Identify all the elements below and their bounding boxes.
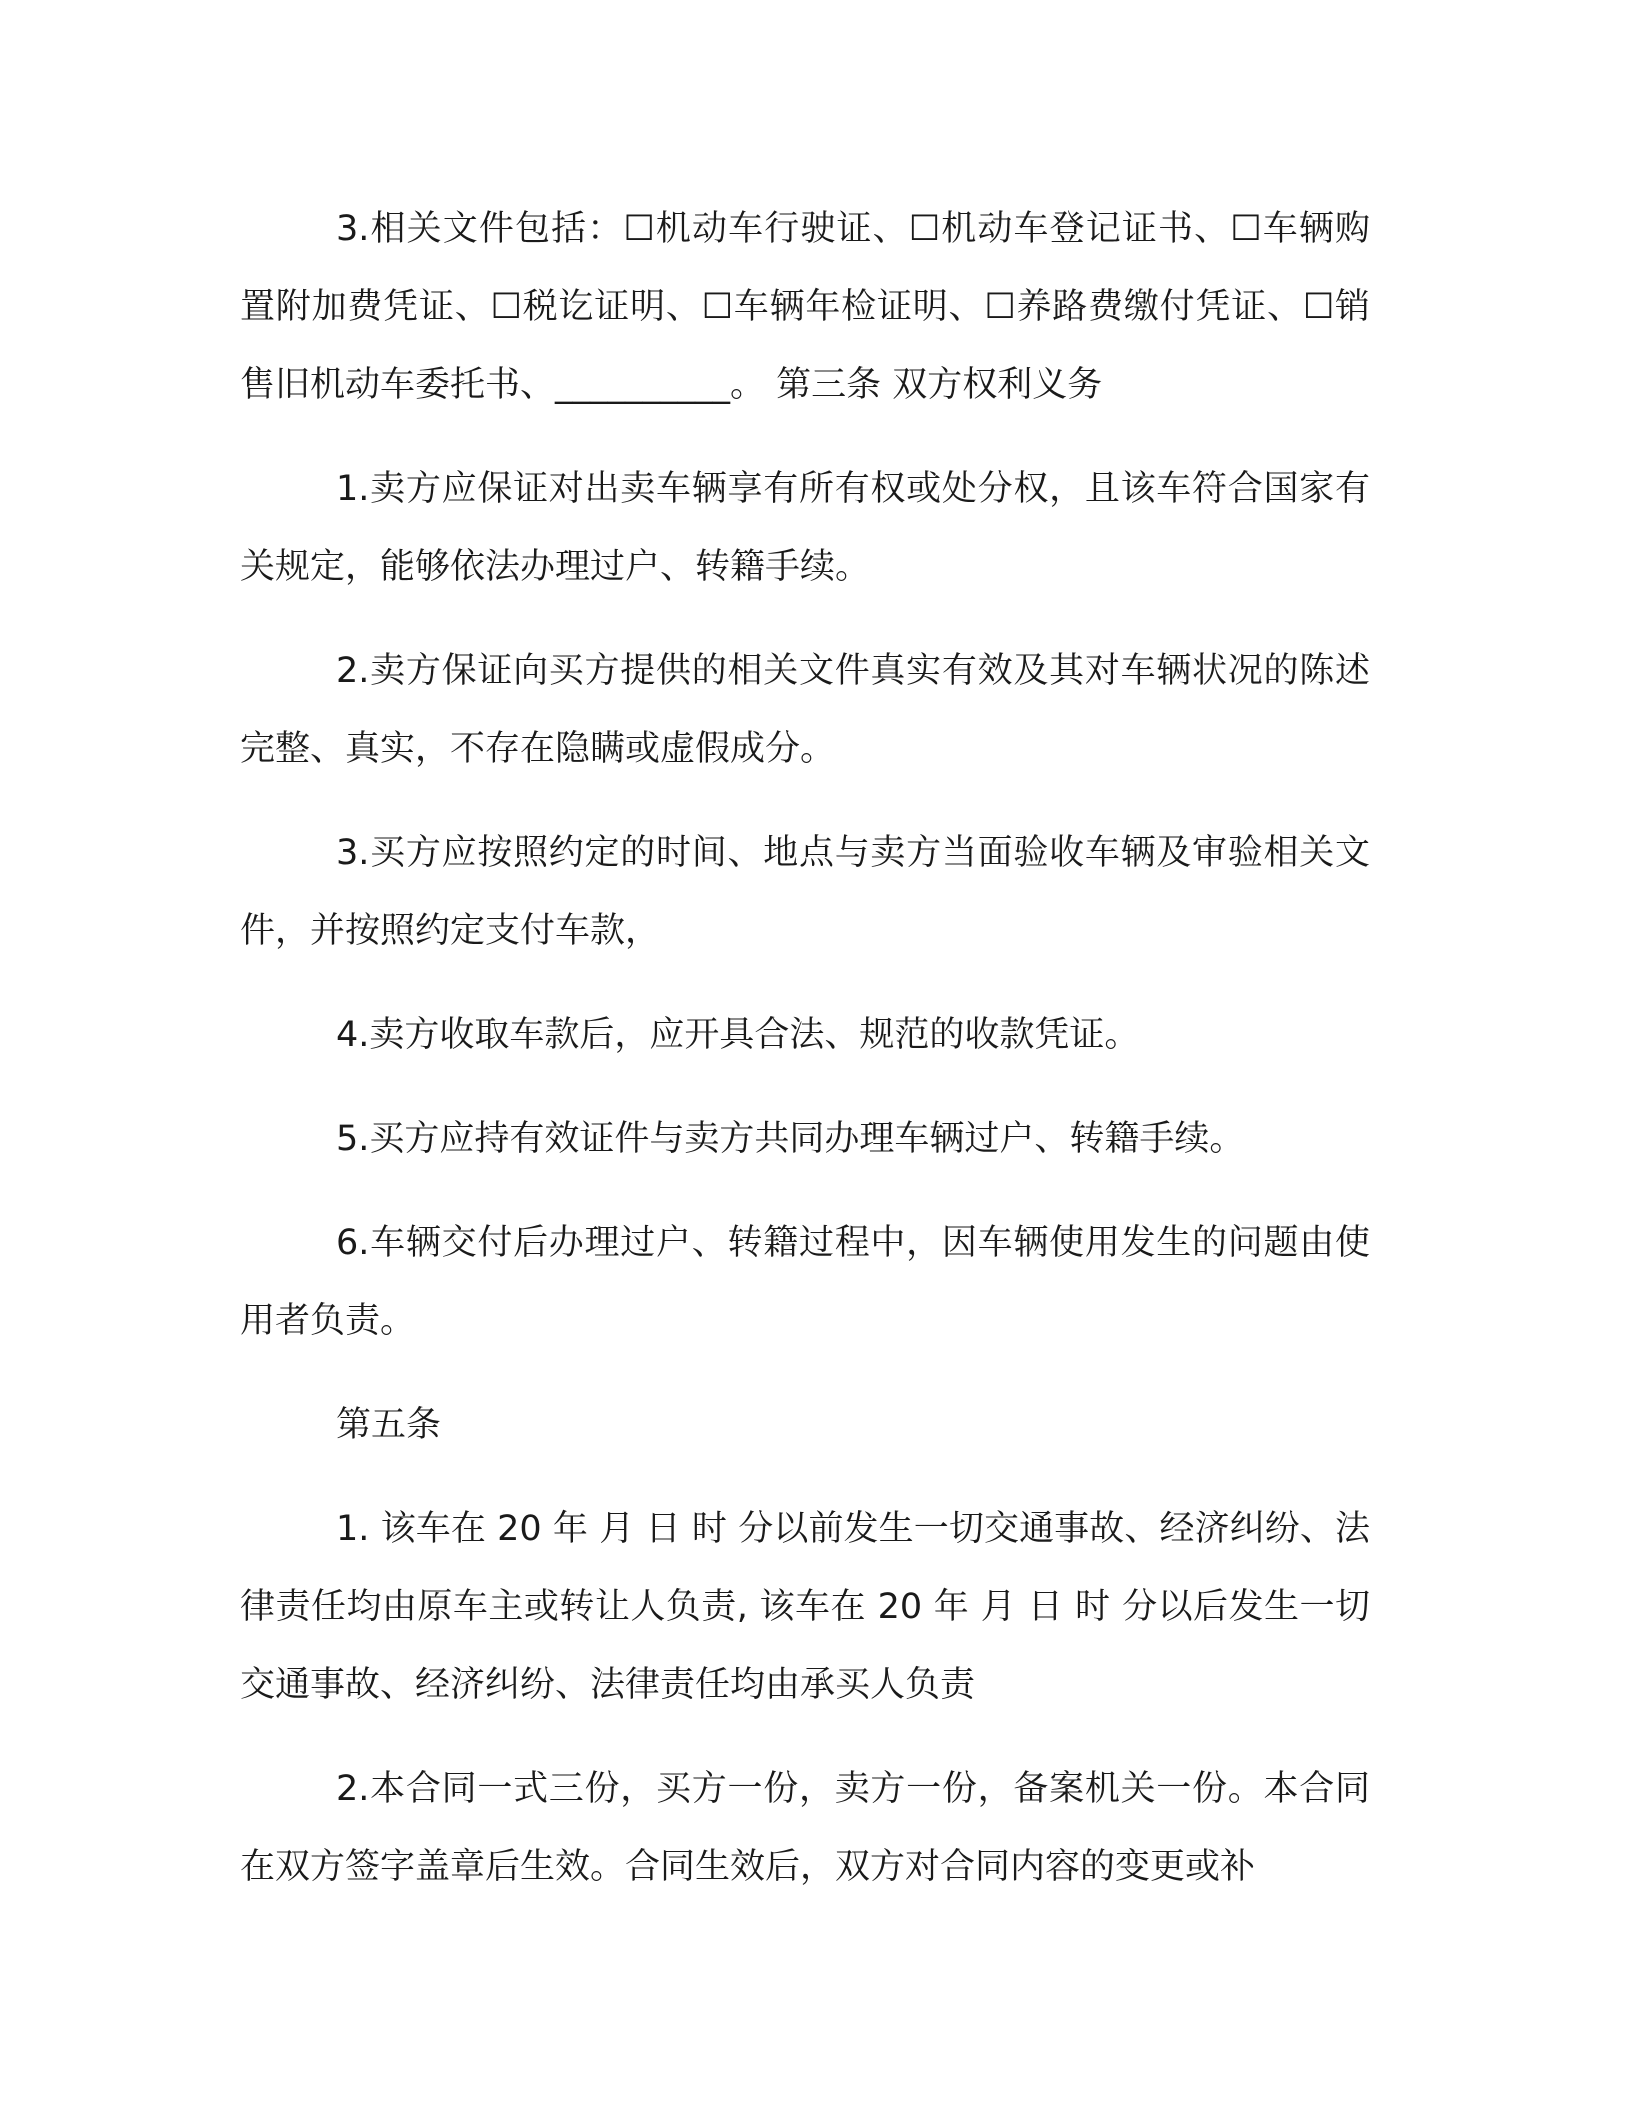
paragraph-text: 2.卖方保证向买方提供的相关文件真实有效及其对车辆状况的陈述完整、真实，不存在隐瞒或虚假成分。 <box>240 651 1370 769</box>
paragraph-text: 3.相关文件包括：☐机动车行驶证、☐机动车登记证书、☐车辆购置附加费凭证、☐税讫证明、☐车辆年检证明、☐养路费缴付凭证、☐销售旧机动车委托书、__________。 第三条 双方权利义务 <box>240 209 1370 405</box>
paragraph-seller-guarantee <box>240 632 1370 788</box>
paragraph-liability-dates <box>240 1490 1370 1724</box>
article-five-heading <box>240 1386 1370 1464</box>
paragraph-user-responsibility <box>240 1204 1370 1360</box>
paragraph-text: 1. 该车在 20 年 月 日 时 分以前发生一切交通事故、经济纠纷、法律责任均由原车主或转让人负责, 该车在 20 年 月 日 时 分以后发生一切交通事故、经济纠纷、法律责任均由承买人负责 <box>240 1509 1370 1705</box>
paragraph-transfer <box>240 1100 1370 1178</box>
paragraph-text: 4.卖方收取车款后，应开具合法、规范的收款凭证。 <box>336 1015 1140 1055</box>
paragraph-text: 3.买方应按照约定的时间、地点与卖方当面验收车辆及审验相关文件，并按照约定支付车款， <box>240 833 1370 951</box>
document-body <box>240 190 1370 1932</box>
paragraph-receipt <box>240 996 1370 1074</box>
paragraph-seller-ownership <box>240 450 1370 606</box>
paragraph-text: 5.买方应持有效证件与卖方共同办理车辆过户、转籍手续。 <box>336 1119 1245 1159</box>
heading-text: 第五条 <box>336 1405 442 1445</box>
paragraph-related-documents <box>240 190 1370 424</box>
paragraph-text: 6.车辆交付后办理过户、转籍过程中，因车辆使用发生的问题由使用者负责。 <box>240 1223 1370 1341</box>
paragraph-buyer-inspection <box>240 814 1370 970</box>
paragraph-copies <box>240 1750 1370 1906</box>
paragraph-text: 1.卖方应保证对出卖车辆享有所有权或处分权，且该车符合国家有关规定，能够依法办理过户、转籍手续。 <box>240 469 1370 587</box>
paragraph-text: 2.本合同一式三份，买方一份，卖方一份，备案机关一份。本合同在双方签字盖章后生效。合同生效后，双方对合同内容的变更或补 <box>240 1769 1370 1887</box>
